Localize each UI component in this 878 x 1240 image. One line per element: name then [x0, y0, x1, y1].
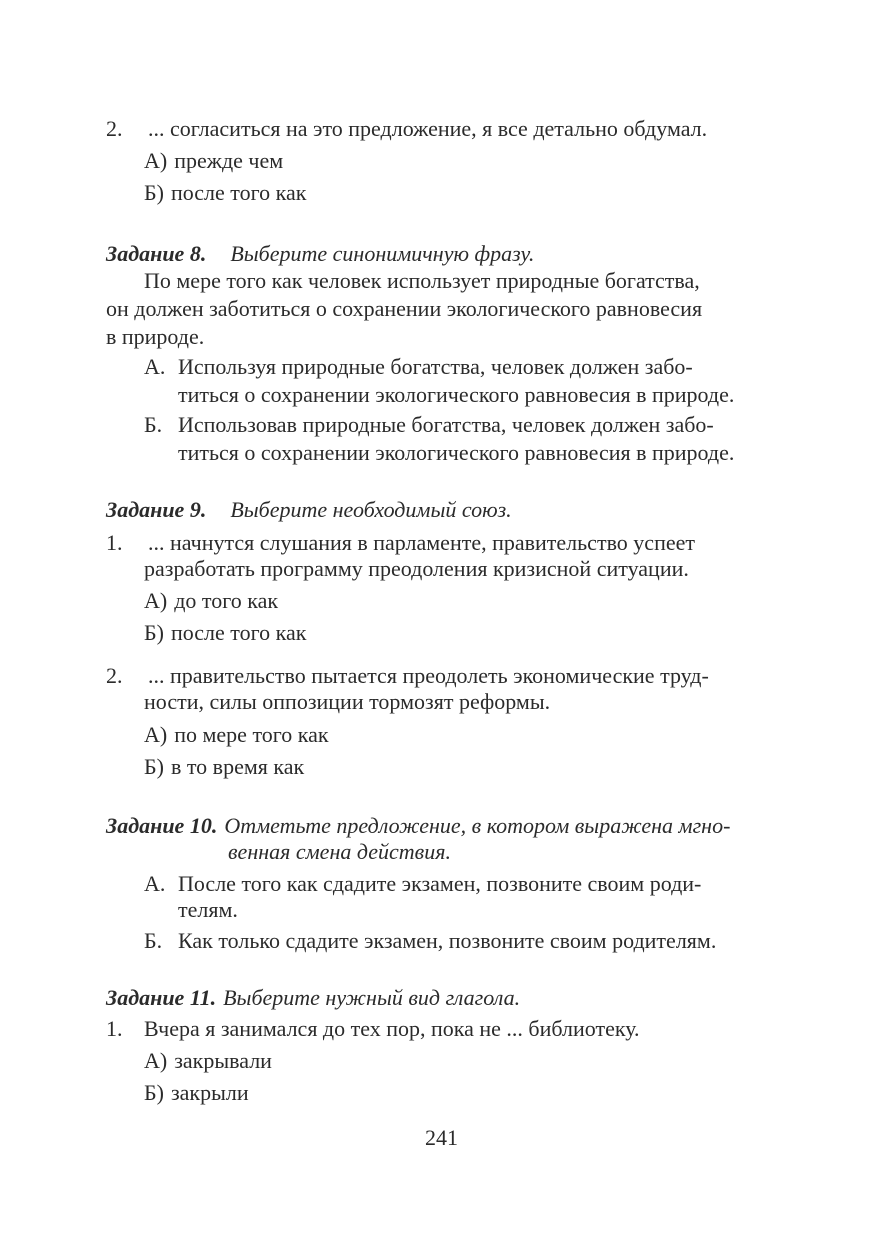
task-instruction-line: Отметьте предложение, в котором выражена мгно- — [224, 813, 731, 838]
option-marker: А) — [144, 1048, 168, 1073]
task-text-line: он должен заботиться о сохранении экологического равновесия — [106, 296, 703, 321]
option-marker: Б. — [144, 928, 163, 953]
item-number: 1. — [106, 530, 123, 555]
option-text-line: титься о сохранении экологического равновесия в природе. — [178, 382, 735, 407]
option-text: после того как — [170, 620, 307, 645]
option-b — [144, 756, 304, 778]
option-text: закрывали — [174, 1048, 272, 1073]
option-a — [144, 590, 278, 612]
task-text-line: По мере того как человек использует природные богатства, — [144, 268, 700, 293]
task-heading — [106, 987, 520, 1009]
option-text-line: После того как сдадите экзамен, позвоните своим роди- — [178, 871, 702, 896]
task-heading — [106, 243, 534, 265]
option-marker: А. — [144, 354, 166, 379]
option-a — [144, 1050, 272, 1072]
option-text-line: Использовав природные богатства, человек должен забо- — [178, 412, 714, 437]
option-marker: Б) — [144, 1080, 164, 1105]
question-text-line: разработать программу преодоления кризисной ситуации. — [144, 556, 689, 581]
item-number: 2. — [106, 663, 123, 688]
task-label: Задание 9. — [106, 497, 207, 522]
task-label: Задание 10. — [106, 813, 218, 838]
question-text-line: ... начнутся слушания в парламенте, правительство успеет — [148, 530, 695, 555]
task-label: Задание 8. — [106, 241, 207, 266]
question-text: ... согласиться на это предложение, я все детально обдумал. — [148, 116, 708, 141]
item-number: 2. — [106, 116, 123, 141]
option-text-line: Как только сдадите экзамен, позвоните своим родителям. — [178, 928, 717, 953]
option-marker: Б) — [144, 620, 164, 645]
question-text-line: ности, силы оппозиции тормозят реформы. — [144, 689, 551, 714]
option-b — [144, 622, 306, 644]
item-number: 1. — [106, 1016, 123, 1041]
task-heading — [106, 815, 730, 837]
option-text: закрыли — [170, 1080, 249, 1105]
option-a — [144, 150, 283, 172]
option-text-line: Используя природные богатства, человек должен забо- — [178, 354, 693, 379]
option-marker: А) — [144, 722, 168, 747]
task-text-line: в природе. — [106, 324, 205, 349]
option-b — [144, 182, 306, 204]
question-text: Вчера я занимался до тех пор, пока не ... библиотеку. — [144, 1016, 640, 1041]
option-marker: Б) — [144, 754, 164, 779]
option-marker: А. — [144, 871, 166, 896]
option-b — [144, 1082, 249, 1104]
option-a — [144, 724, 329, 746]
task-instruction: Выберите необходимый союз. — [230, 497, 512, 522]
task-heading — [106, 499, 512, 521]
option-text: по мере того как — [174, 722, 329, 747]
task-instruction: Выберите синонимичную фразу. — [230, 241, 535, 266]
option-marker: А) — [144, 148, 168, 173]
task-label: Задание 11. — [106, 985, 217, 1010]
option-text: в то время как — [170, 754, 305, 779]
option-text: до того как — [174, 588, 279, 613]
page-number: 241 — [425, 1125, 458, 1150]
option-text: прежде чем — [174, 148, 284, 173]
option-marker: А) — [144, 588, 168, 613]
option-marker: Б. — [144, 412, 163, 437]
task-instruction: Выберите нужный вид глагола. — [223, 985, 521, 1010]
option-text-line: телям. — [178, 897, 238, 922]
option-text: после того как — [170, 180, 307, 205]
option-marker: Б) — [144, 180, 164, 205]
question-text-line: ... правительство пытается преодолеть экономические труд- — [148, 663, 709, 688]
option-text-line: титься о сохранении экологического равновесия в природе. — [178, 440, 735, 465]
task-instruction-line: венная смена действия. — [228, 839, 451, 864]
